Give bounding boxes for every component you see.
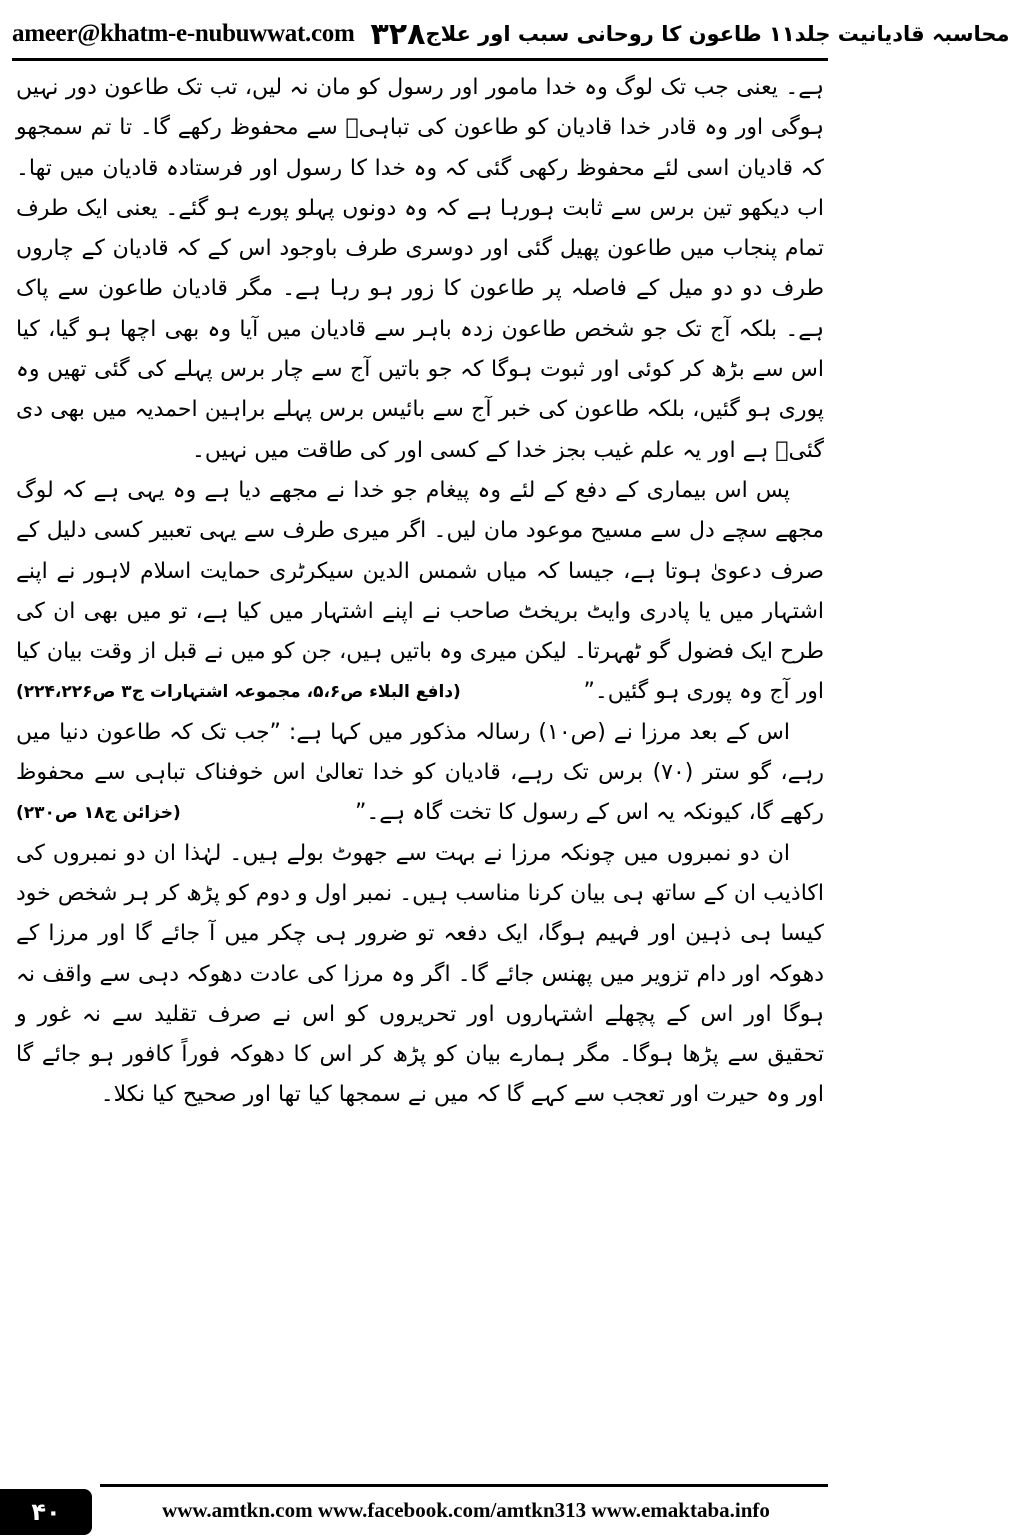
paragraph-1 xyxy=(16,68,824,471)
page-footer xyxy=(0,1490,840,1530)
header-email: ameer@khatm-e-nubuwwat.com xyxy=(12,20,355,47)
footer-page-number: ۴۰ xyxy=(0,1489,92,1535)
reference-citation: (خزائن ج۱۸ ص۲۳۰) xyxy=(16,803,181,824)
header-page-number: ۳۲۸ xyxy=(370,16,426,52)
paragraph-3 xyxy=(16,713,824,834)
footer-rule xyxy=(100,1484,828,1487)
reference-citation: (دافع البلاء ص۵،۶، مجموعہ اشتہارات ج۳ ص۲۲۴،۲۲۶) xyxy=(16,682,461,703)
page-header xyxy=(12,14,1010,54)
paragraph-4-text: ان دو نمبروں میں چونکہ مرزا نے بہت سے جھوٹ بولے ہیں۔ لہٰذا ان دو نمبروں کی اکاذیب ان کے ساتھ ہی بیان کرنا مناسب ہیں۔ نمبر اول و دوم کو پڑھ کر ہر شخص خود کیسا ہی ذہین اور فہیم ہوگا، ایک دفعہ تو ضرور ہی چکر میں آ جائے گا اور مرزا کے دھوکہ اور دام تزویر میں پھنس جائے گا۔ اگر وہ مرزا کی عادت دھوکہ دہی سے واقف نہ ہوگا اور اس کے پچھلے اشتہاروں اور تحریروں کو اس نے صرف تقلید سے نہ غور و تحقیق سے پڑھا ہوگا۔ مگر ہمارے بیان کو پڑھ کر اس کا دھوکہ فوراً کافور ہو جائے گا اور وہ حیرت اور تعجب سے کہے گا کہ میں نے سمجھا کیا تھا اور صحیح کیا نکلا۔ xyxy=(16,840,824,1108)
paragraph-1-text: ہے۔ یعنی جب تک لوگ وہ خدا مامور اور رسول کو مان نہ لیں، تب تک طاعون دور نہیں ہوگی اور وہ قادر خدا قادیان کو طاعون کی تباہیؐ سے محفوظ رکھے گا۔ تا تم سمجھو کہ قادیان اسی لئے محفوظ رکھی گئی کہ وہ خدا کا رسول اور فرستادہ قادیان میں تھا۔ اب دیکھو تین برس سے ثابت ہورہا ہے کہ وہ دونوں پہلو پورے ہو گئے۔ یعنی ایک طرف تمام پنجاب میں طاعون پھیل گئی اور دوسری طرف باوجود اس کے کہ قادیان کے چاروں طرف دو دو میل کے فاصلہ پر طاعون کا زور ہو رہا ہے۔ مگر قادیان طاعون سے پاک ہے۔ بلکہ آج تک جو شخص طاعون زدہ باہر سے قادیان میں آیا وہ بھی اچھا ہو گیا، کیا اس سے بڑھ کر کوئی اور ثبوت ہوگا کہ جو باتیں آج سے چار برس پہلے کی گئی تھیں وہ پوری ہو گئیں، بلکہ طاعون کی خبر آج سے بائیس برس پہلے براہین احمدیہ میں بھی دی گئیؐ ہے اور یہ علم غیب بجز خدا کے کسی اور کی طاقت میں نہیں۔ xyxy=(16,75,824,463)
body-text xyxy=(16,68,824,1116)
book-title: محاسبہ قادیانیت جلد۱۱ طاعون کا روحانی سبب اور علاج xyxy=(425,22,1010,46)
footer-urls: www.amtkn.com www.facebook.com/amtkn313 www.emaktaba.info xyxy=(162,1497,770,1522)
header-title-group xyxy=(355,17,1010,52)
paragraph-3-text: اس کے بعد مرزا نے (ص۱۰) رسالہ مذکور میں کہا ہے: ”جب تک کہ طاعون دنیا میں رہے، گو ستر (۷۰) برس تک رہے، قادیان کو خدا تعالیٰ اس خوفناک تباہی سے محفوظ رکھے گا، کیونکہ یہ اس کے رسول کا تخت گاہ ہے۔” xyxy=(16,719,824,826)
paragraph-2 xyxy=(16,471,824,713)
paragraph-2-text: پس اس بیماری کے دفع کے لئے وہ پیغام جو خدا نے مجھے دیا ہے وہ یہی ہے کہ لوگ مجھے سچے دل سے مسیح موعود مان لیں۔ اگر میری طرف سے یہی تعبیر کسی دلیل کے صرف دعویٰ ہوتا ہے، جیسا کہ میاں شمس الدین سیکرٹری حمایت اسلام لاہور نے اپنے اشتہار میں یا پادری وایٹ بریخٹ صاحب نے اپنے اشتہار میں کیا ہے، تو میں بھی ان کی طرح ایک فضول گو ٹھہرتا۔ لیکن میری وہ باتیں ہیں، جن کو میں نے قبل از وقت بیان کیا اور آج وہ پوری ہو گئیں۔” xyxy=(16,477,824,705)
header-rule xyxy=(12,58,828,61)
paragraph-4 xyxy=(16,834,824,1116)
